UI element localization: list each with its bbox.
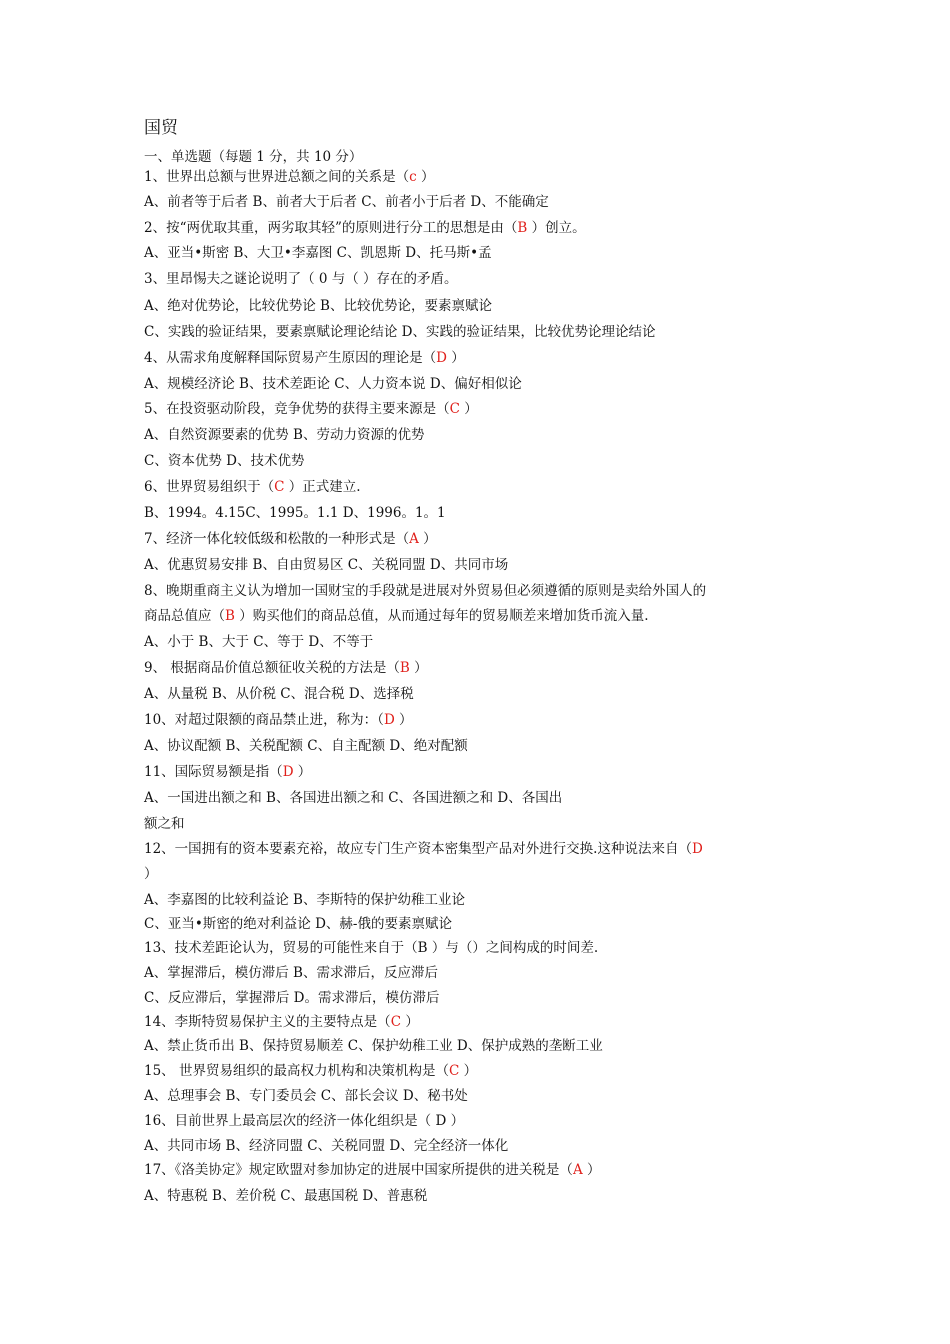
answer-mark: C — [449, 401, 460, 417]
question-line — [144, 425, 424, 445]
question-line — [144, 192, 549, 212]
line-text-tail: ） — [418, 531, 437, 547]
line-text: 9、 根据商品价值总额征收关税的方法是（ — [144, 660, 400, 676]
line-text-tail: ） — [459, 1063, 478, 1079]
line-text: 14、李斯特贸易保护主义的主要特点是（ — [144, 1014, 391, 1030]
line-text: 5、在投资驱动阶段，竞争优势的获得主要来源是（ — [144, 401, 450, 417]
line-text: A、李嘉图的比较利益论 B、李斯特的保护幼稚工业论 — [144, 892, 465, 908]
question-line — [144, 348, 465, 368]
question-line — [144, 1160, 600, 1180]
line-text: C、资本优势 D、技术优势 — [144, 453, 305, 469]
question-line — [144, 1186, 427, 1206]
answer-mark: A — [409, 531, 419, 547]
question-line — [144, 788, 562, 808]
question-line — [144, 296, 492, 316]
line-text: A、绝对优势论，比较优势论 B、比较优势论，要素禀赋论 — [144, 298, 492, 314]
line-text: 7、经济一体化较低级和松散的一种形式是（ — [144, 531, 410, 547]
section-heading: 一、单选题（每题 1 分，共 10 分） — [144, 149, 363, 165]
line-text: 2、按“两优取其重，两劣取其轻”的原则进行分工的思想是由（ — [144, 220, 518, 236]
question-line — [144, 269, 458, 289]
answer-mark: A — [572, 1162, 583, 1178]
line-text: B、1994。4.15C、1995。1.1 D、1996。1。1 — [144, 505, 446, 521]
question-line — [144, 555, 508, 575]
line-text: A、自然资源要素的优势 B、劳动力资源的优势 — [144, 427, 425, 443]
question-line — [144, 710, 413, 730]
line-text: C、实践的验证结果，要素禀赋论理论结论 D、实践的验证结果，比较优势论理论结论 — [144, 324, 656, 340]
question-line — [144, 451, 304, 471]
answer-mark: D — [383, 712, 395, 728]
line-text: C、反应滞后，掌握滞后 D。需求滞后，模仿滞后 — [144, 990, 440, 1006]
question-line — [144, 839, 703, 859]
line-text-tail: ） — [416, 169, 435, 185]
question-line — [144, 477, 361, 497]
question-line — [144, 218, 586, 238]
answer-mark: c — [409, 169, 417, 185]
answer-mark: D — [282, 764, 294, 780]
line-text-tail: ） — [293, 764, 312, 780]
question-line — [144, 399, 478, 419]
line-text: A、禁止货币出 B、保持贸易顺差 C、保护幼稚工业 D、保护成熟的垄断工业 — [144, 1038, 603, 1054]
line-text: 12、一国拥有的资本要素充裕，故应专门生产资本密集型产品对外进行交换.这种说法来自（ — [144, 841, 692, 857]
question-line — [144, 684, 414, 704]
line-text: A、共同市场 B、经济同盟 C、关税同盟 D、完全经济一体化 — [144, 1138, 509, 1154]
line-text-tail: ）购买他们的商品总值，从而通过每年的贸易顺差来增加货币流入量. — [234, 608, 649, 624]
line-text: A、从量税 B、从价税 C、混合税 D、选择税 — [144, 686, 414, 702]
question-line — [144, 529, 437, 549]
answer-mark: C — [390, 1014, 402, 1030]
question-line — [144, 1061, 477, 1081]
line-text-tail: ） — [459, 401, 478, 417]
answer-mark: C — [274, 479, 285, 495]
line-text: 6、世界贸易组织于（ — [144, 479, 275, 495]
line-text-tail: ） — [409, 660, 428, 676]
question-line — [144, 322, 655, 342]
line-text: A、特惠税 B、差价税 C、最惠国税 D、普惠税 — [144, 1188, 428, 1204]
line-text: C、亚当•斯密的绝对利益论 D、赫-俄的要素禀赋论 — [144, 916, 452, 932]
question-line — [144, 890, 465, 910]
answer-mark: B — [517, 220, 528, 236]
line-text: 15、 世界贸易组织的最高权力机构和决策机构是（ — [144, 1063, 449, 1079]
line-text: 11、国际贸易额是指（ — [144, 764, 283, 780]
line-text-tail: ） — [394, 712, 413, 728]
question-line — [144, 658, 428, 678]
question-line — [144, 374, 522, 394]
line-text-tail: ）创立。 — [527, 220, 586, 236]
question-line — [144, 988, 439, 1008]
question-line — [144, 243, 492, 263]
question-line — [144, 864, 158, 884]
line-text: 8、晚期重商主义认为增加一国财宝的手段就是进展对外贸易但必须遵循的原则是卖给外国人的 — [144, 583, 707, 599]
question-line — [144, 606, 649, 626]
question-line — [144, 581, 706, 601]
question-line — [144, 963, 438, 983]
line-text: 商品总值应（ — [144, 608, 225, 624]
answer-mark: C — [448, 1063, 460, 1079]
line-text: 3、里昂惕夫之谜论说明了（ 0 与（ ）存在的矛盾。 — [144, 271, 458, 287]
question-line — [144, 632, 373, 652]
line-text: 额之和 — [144, 816, 185, 832]
line-text-tail: ） — [582, 1162, 601, 1178]
question-line — [144, 503, 446, 523]
question-line — [144, 814, 185, 834]
line-text: A、一国进出额之和 B、各国进出额之和 C、各国进额之和 D、各国出 — [144, 790, 563, 806]
answer-mark: B — [225, 608, 235, 624]
line-text: 1、世界出总额与世界进总额之间的关系是（ — [144, 169, 410, 185]
line-text: A、前者等于后者 B、前者大于后者 C、前者小于后者 D、不能确定 — [144, 194, 549, 210]
line-text: A、规模经济论 B、技术差距论 C、人力资本说 D、偏好相似论 — [144, 376, 522, 392]
question-line — [144, 167, 434, 187]
line-text: 16、目前世界上最高层次的经济一体化组织是（ D ） — [144, 1113, 465, 1129]
question-line — [144, 1036, 603, 1056]
answer-mark: D — [436, 350, 447, 366]
line-text: A、优惠贸易安排 B、自由贸易区 C、关税同盟 D、共同市场 — [144, 557, 509, 573]
question-line — [144, 938, 598, 958]
question-line — [144, 1086, 468, 1106]
question-line — [144, 1012, 419, 1032]
line-text: 17、《洛美协定》规定欧盟对参加协定的进展中国家所提供的进关税是（ — [144, 1162, 573, 1178]
line-text: 13、技术差距论认为，贸易的可能性来自于（B ）与（）之间构成的时间差. — [144, 940, 599, 956]
answer-mark: D — [691, 841, 703, 857]
line-text: A、亚当•斯密 B、大卫•李嘉图 C、凯恩斯 D、托马斯•孟 — [144, 245, 492, 261]
line-text: ） — [144, 866, 158, 882]
question-line — [144, 1111, 464, 1131]
line-text: A、小于 B、大于 C、等于 D、不等于 — [144, 634, 374, 650]
line-text-tail: ） — [446, 350, 465, 366]
question-line — [144, 762, 311, 782]
question-line — [144, 736, 468, 756]
question-line — [144, 914, 452, 934]
question-line — [144, 1136, 508, 1156]
line-text-tail: ） — [401, 1014, 419, 1030]
line-text: 10、对超过限额的商品禁止进，称为：（ — [144, 712, 384, 728]
line-text: A、掌握滞后，模仿滞后 B、需求滞后，反应滞后 — [144, 965, 438, 981]
line-text: 4、从需求角度解释国际贸易产生原因的理论是（ — [144, 350, 437, 366]
line-text: A、协议配额 B、关税配额 C、自主配额 D、绝对配额 — [144, 738, 468, 754]
line-text: A、总理事会 B、专门委员会 C、部长会议 D、秘书处 — [144, 1088, 468, 1104]
line-text-tail: ）正式建立. — [284, 479, 361, 495]
document-title: 国贸 — [144, 118, 178, 138]
answer-mark: B — [399, 660, 410, 676]
